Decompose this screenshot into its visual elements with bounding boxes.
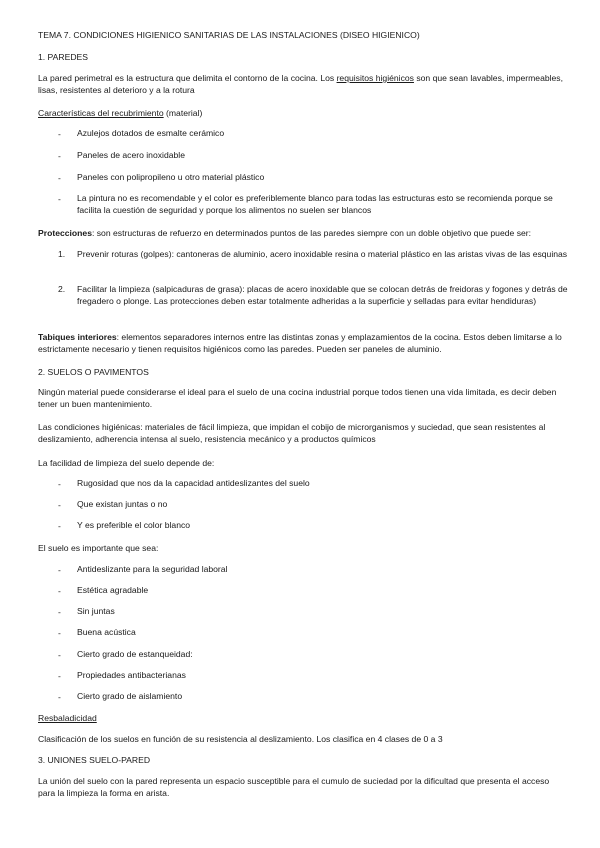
document-title: TEMA 7. CONDICIONES HIGIENICO SANITARIAS DE LAS INSTALACIONES (DISEO HIGIENICO) <box>38 30 420 40</box>
bullet-dash: - <box>58 194 61 204</box>
section-heading-uniones: 3. UNIONES SUELO-PARED <box>38 755 151 765</box>
paredes-intro <box>38 72 566 96</box>
protecciones-paragraph <box>38 227 566 239</box>
bullet-dash: - <box>58 129 61 139</box>
paredes-intro-text-b: son que sean lavables, impermeables, lisas, resistentes al deterioro y a la rotura <box>38 73 563 96</box>
limpieza-intro: La facilidad de limpieza del suelo depende de: <box>38 458 215 468</box>
bullet-dash: - <box>58 521 61 531</box>
list-item: La pintura no es recomendable y el color es preferiblemente blanco para todas las estructuras esto se recomienda porque se facilita la cuestión de seguridad y porque los alimentos no suelen ser blancos <box>77 193 553 216</box>
resbaladicidad-heading: Resbaladicidad <box>38 713 97 723</box>
list-item: Paneles de acero inoxidable <box>77 150 185 160</box>
recubrimiento-suffix: (material) <box>163 108 203 118</box>
tabiques-text: : elementos separadores internos entre las distintas zonas y emplazamientos de la cocina. Estos deben limitarse a lo estrictamente necesario y tienen requisitos higiénicos como las paredes. Pueden ser paneles de aluminio. <box>38 332 562 355</box>
bullet-dash: - <box>58 650 61 660</box>
list-item: Sin juntas <box>77 606 115 616</box>
recubrimiento-heading <box>38 107 202 119</box>
bullet-dash: - <box>58 479 61 489</box>
section-heading-paredes: 1. PAREDES <box>38 52 88 62</box>
tabiques-paragraph <box>38 331 566 355</box>
list-item: Antideslizante para la seguridad laboral <box>77 564 228 574</box>
list-item: Propiedades antibacterianas <box>77 670 186 680</box>
list-item: Prevenir roturas (golpes): cantoneras de aluminio, acero inoxidable resina o material plástico en las aristas vivas de las esquinas <box>77 249 568 259</box>
list-item: Buena acústica <box>77 627 136 637</box>
bullet-dash: - <box>58 500 61 510</box>
paredes-intro-text-a: La pared perimetral es la estructura que delimita el contorno de la cocina. Los <box>38 73 337 83</box>
protecciones-label: Protecciones <box>38 228 92 238</box>
bullet-dash: - <box>58 692 61 702</box>
bullet-dash: - <box>58 565 61 575</box>
list-item: Azulejos dotados de esmalte cerámico <box>77 128 225 138</box>
list-number: 1. <box>58 249 66 259</box>
bullet-dash: - <box>58 628 61 638</box>
list-item: Estética agradable <box>77 585 149 595</box>
bullet-dash: - <box>58 586 61 596</box>
list-item: Rugosidad que nos da la capacidad antideslizantes del suelo <box>77 478 310 488</box>
suelos-paragraph-2: Las condiciones higiénicas: materiales de fácil limpieza, que impidan el cobijo de microrganismos y suciedad, que sean resistentes al deslizamiento, adherencia intensa al suelo, resistencia mecánico y a productos químicos <box>38 422 546 445</box>
list-number: 2. <box>58 284 66 294</box>
section-heading-suelos: 2. SUELOS O PAVIMENTOS <box>38 367 149 377</box>
list-item: Facilitar la limpieza (salpicaduras de grasa): placas de acero inoxidable que se colocan detrás de freidoras y fogones y detrás de fregadero o plonge. Las protecciones deben estar totalmente adheridas a la superficie y selladas para evitar hendiduras) <box>77 284 568 307</box>
tabiques-label: Tabiques interiores <box>38 332 117 342</box>
recubrimiento-label: Características del recubrimiento <box>38 108 164 118</box>
bullet-dash: - <box>58 671 61 681</box>
bullet-dash: - <box>58 607 61 617</box>
list-item: Paneles con polipropileno u otro material plástico <box>77 172 265 182</box>
bullet-dash: - <box>58 151 61 161</box>
protecciones-text: : son estructuras de refuerzo en determinados puntos de las paredes siempre con un doble objetivo que puede ser: <box>91 228 532 238</box>
importante-intro: El suelo es importante que sea: <box>38 543 159 553</box>
bullet-dash: - <box>58 173 61 183</box>
list-item: Cierto grado de estanqueidad: <box>77 649 193 659</box>
list-item: Cierto grado de aislamiento <box>77 691 183 701</box>
list-item: Y es preferible el color blanco <box>77 520 191 530</box>
resbaladicidad-text: Clasificación de los suelos en función de su resistencia al deslizamiento. Los clasifica en 4 clases de 0 a 3 <box>38 734 443 744</box>
uniones-paragraph: La unión del suelo con la pared representa un espacio susceptible para el cumulo de suciedad por la dificultad que presenta el acceso para la limpieza la forma en arista. <box>38 776 550 799</box>
list-item: Que existan juntas o no <box>77 499 168 509</box>
suelos-paragraph-1: Ningún material puede considerarse el ideal para el suelo de una cocina industrial porque todos tienen una vida limitada, es decir deben tener un buen mantenimiento. <box>38 387 557 410</box>
requisitos-higienicos-link[interactable]: requisitos higiénicos <box>336 73 414 83</box>
